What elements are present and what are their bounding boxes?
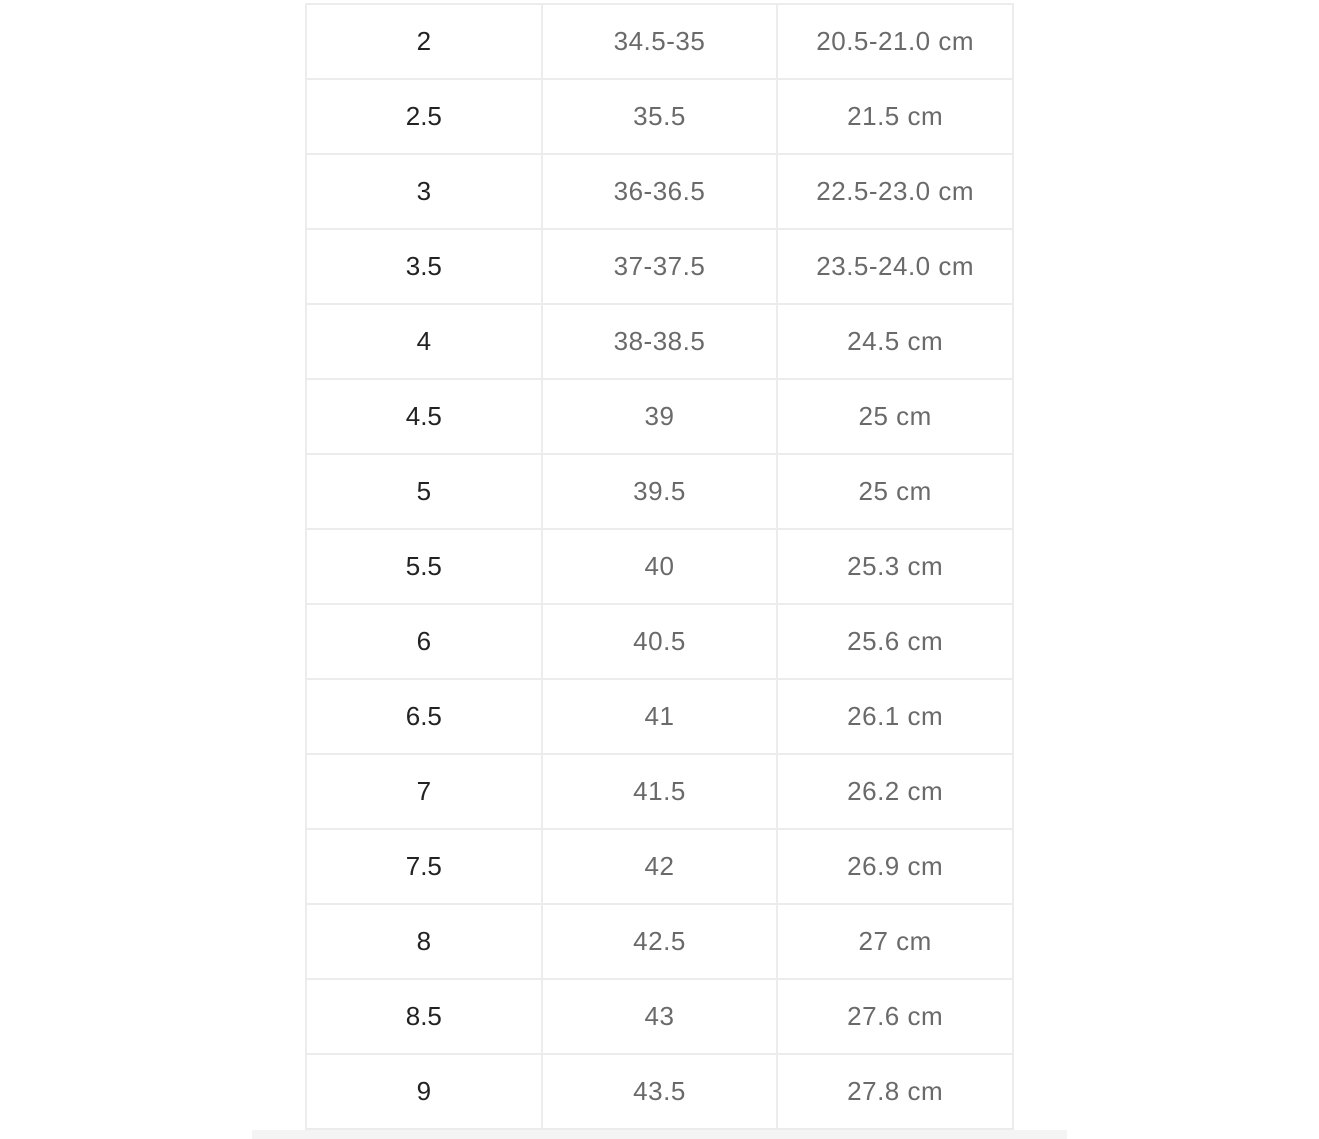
foot-length-cell: 21.5 cm [777,79,1013,154]
us-size-cell: 2 [306,4,542,79]
eu-size-cell: 41 [542,679,778,754]
eu-size-cell: 39.5 [542,454,778,529]
eu-size-cell: 40 [542,529,778,604]
eu-size-cell: 36-36.5 [542,154,778,229]
eu-size-cell: 39 [542,379,778,454]
foot-length-cell: 25.6 cm [777,604,1013,679]
foot-length-cell: 23.5-24.0 cm [777,229,1013,304]
us-size-cell: 4.5 [306,379,542,454]
foot-length-cell: 25 cm [777,379,1013,454]
table-row [306,754,1013,829]
size-chart-body [306,4,1013,1129]
foot-length-cell: 26.1 cm [777,679,1013,754]
us-size-cell: 5.5 [306,529,542,604]
us-size-cell: 9 [306,1054,542,1129]
table-row [306,904,1013,979]
table-row [306,679,1013,754]
foot-length-cell: 26.2 cm [777,754,1013,829]
foot-length-cell: 27.8 cm [777,1054,1013,1129]
foot-length-cell: 24.5 cm [777,304,1013,379]
table-row [306,454,1013,529]
us-size-cell: 6 [306,604,542,679]
us-size-cell: 3.5 [306,229,542,304]
us-size-cell: 3 [306,154,542,229]
eu-size-cell: 43.5 [542,1054,778,1129]
table-row [306,829,1013,904]
table-row [306,604,1013,679]
eu-size-cell: 42.5 [542,904,778,979]
us-size-cell: 7 [306,754,542,829]
eu-size-cell: 34.5-35 [542,4,778,79]
eu-size-cell: 43 [542,979,778,1054]
us-size-cell: 8 [306,904,542,979]
table-row [306,154,1013,229]
size-chart-table [305,3,1014,1130]
eu-size-cell: 38-38.5 [542,304,778,379]
foot-length-cell: 27.6 cm [777,979,1013,1054]
foot-length-cell: 25.3 cm [777,529,1013,604]
foot-length-cell: 25 cm [777,454,1013,529]
eu-size-cell: 42 [542,829,778,904]
us-size-cell: 6.5 [306,679,542,754]
eu-size-cell: 37-37.5 [542,229,778,304]
foot-length-cell: 27 cm [777,904,1013,979]
table-row [306,979,1013,1054]
foot-length-cell: 20.5-21.0 cm [777,4,1013,79]
foot-length-cell: 22.5-23.0 cm [777,154,1013,229]
table-row [306,379,1013,454]
table-row [306,1054,1013,1129]
us-size-cell: 2.5 [306,79,542,154]
table-row [306,229,1013,304]
us-size-cell: 5 [306,454,542,529]
eu-size-cell: 41.5 [542,754,778,829]
eu-size-cell: 35.5 [542,79,778,154]
us-size-cell: 8.5 [306,979,542,1054]
eu-size-cell: 40.5 [542,604,778,679]
us-size-cell: 7.5 [306,829,542,904]
table-row [306,4,1013,79]
table-row [306,304,1013,379]
table-row [306,529,1013,604]
us-size-cell: 4 [306,304,542,379]
foot-length-cell: 26.9 cm [777,829,1013,904]
bottom-divider [252,1130,1067,1139]
table-row [306,79,1013,154]
